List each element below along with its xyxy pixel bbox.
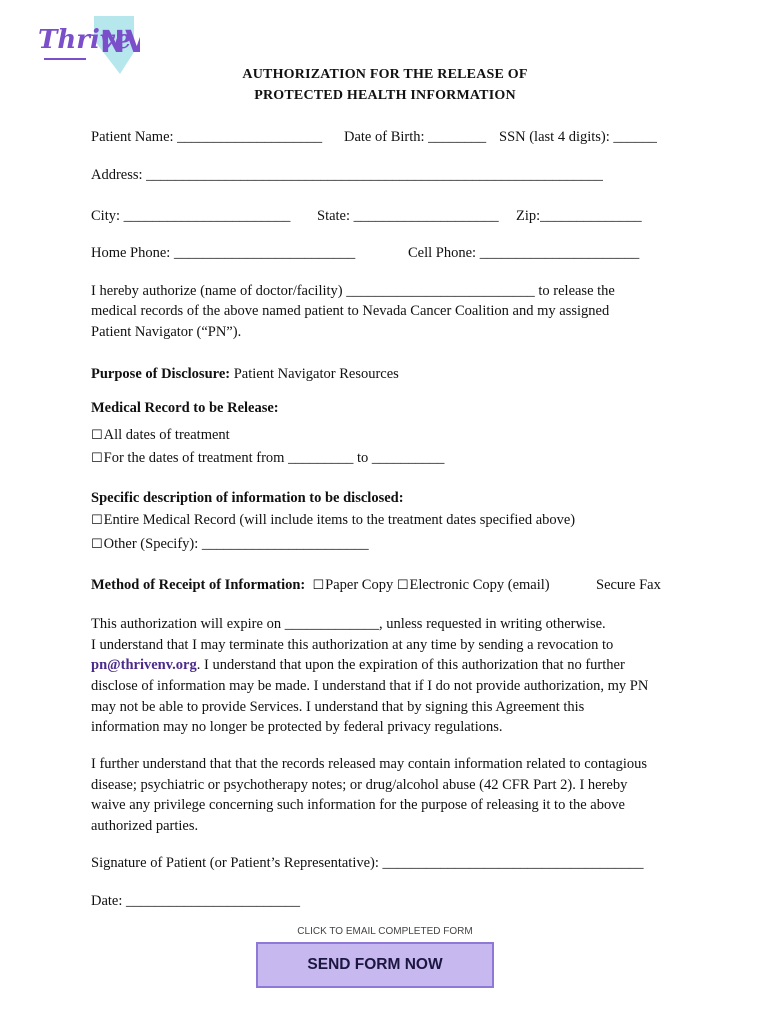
date-range-option[interactable] — [91, 450, 444, 467]
home-phone-field[interactable]: Home Phone: _________________________ — [91, 245, 356, 261]
expire-line5: may not be able to provide Services. I understand that by signing this Agreement this — [91, 699, 585, 715]
ssn-field[interactable]: SSN (last 4 digits): ______ — [499, 129, 657, 145]
authorize-line1: I hereby authorize (name of doctor/facility) __________________________ to release the — [91, 283, 615, 299]
electronic-copy-checkbox[interactable]: ☐ — [396, 578, 409, 593]
date-field[interactable]: Date: ________________________ — [91, 893, 301, 909]
other-option[interactable] — [91, 536, 369, 553]
thrivenv-logo — [36, 12, 140, 74]
authorize-line2: medical records of the above named patient to Nevada Cancer Coalition and my assigned — [91, 303, 610, 319]
zip-field[interactable]: Zip:______________ — [516, 208, 642, 224]
further-line3: waive any privilege concerning such information for the purpose of releasing it to the above — [91, 797, 625, 813]
other-checkbox[interactable]: ☐ — [91, 537, 103, 552]
expire-line4: disclose of information may be made. I understand that if I do not provide authorization, my PN — [91, 678, 649, 694]
purpose-of-disclosure — [91, 366, 399, 383]
thrivenv-logo-graphic — [36, 12, 140, 74]
medical-record-heading: Medical Record to be Release: — [91, 400, 279, 416]
form-title-line2: PROTECTED HEALTH INFORMATION — [254, 88, 516, 103]
specific-description-heading: Specific description of information to be disclosed: — [91, 490, 404, 506]
purpose-value: Patient Navigator Resources — [233, 366, 399, 382]
expire-line6: information may no longer be protected by federal privacy regulations. — [91, 719, 503, 735]
address-field[interactable]: Address: _______________________________________________________________ — [91, 167, 603, 183]
further-line2: disease; psychiatric or psychotherapy notes; or drug/alcohol abuse (42 CFR Part 2). I hereby — [91, 777, 628, 793]
svg-text:NV: NV — [100, 25, 140, 60]
method-label: Method of Receipt of Information: — [91, 577, 306, 593]
email-form-label: CLICK TO EMAIL COMPLETED FORM — [297, 926, 473, 937]
all-dates-checkbox[interactable]: ☐ — [91, 428, 103, 443]
svg-text:Thrive: Thrive — [38, 25, 132, 55]
paper-copy-checkbox[interactable]: ☐ — [312, 578, 325, 593]
city-field[interactable]: City: _______________________ — [91, 208, 291, 224]
form-title-line1: AUTHORIZATION FOR THE RELEASE OF — [242, 67, 528, 82]
method-of-receipt-row — [91, 577, 550, 594]
date-range-checkbox[interactable]: ☐ — [91, 451, 103, 466]
expire-line3 — [91, 657, 625, 674]
expire-line1: This authorization will expire on _____________, unless requested in writing otherwise. — [91, 616, 606, 632]
paper-copy-label: Paper Copy — [325, 577, 394, 593]
authorize-line3: Patient Navigator (“PN”). — [91, 324, 242, 340]
date-of-birth-field[interactable]: Date of Birth: ________ — [344, 129, 487, 145]
secure-fax-label: Secure Fax — [596, 577, 661, 593]
expire-line3-rest: . I understand that upon the expiration of this authorization that no further — [196, 657, 625, 673]
further-line1: I further understand that that the records released may contain information related to contagious — [91, 756, 648, 772]
purpose-label: Purpose of Disclosure: — [91, 366, 231, 382]
other-label: Other (Specify): _______________________ — [103, 536, 369, 552]
all-dates-label: All dates of treatment — [103, 427, 230, 443]
send-form-button[interactable]: SEND FORM NOW — [256, 942, 494, 988]
entire-record-checkbox[interactable]: ☐ — [91, 513, 103, 528]
entire-record-label: Entire Medical Record (will include items to the treatment dates specified above) — [103, 512, 576, 528]
further-line4: authorized parties. — [91, 818, 199, 834]
email-link[interactable]: pn@thrivenv.org — [91, 657, 197, 673]
date-range-label: For the dates of treatment from _________ to __________ — [103, 450, 445, 466]
expire-line2: I understand that I may terminate this authorization at any time by sending a revocation to — [91, 637, 614, 653]
cell-phone-field[interactable]: Cell Phone: ______________________ — [408, 245, 640, 261]
all-dates-option[interactable] — [91, 427, 230, 444]
patient-name-field[interactable]: Patient Name: ____________________ — [91, 129, 323, 145]
state-field[interactable]: State: ____________________ — [317, 208, 499, 224]
signature-field[interactable]: Signature of Patient (or Patient’s Representative): ____________________________________ — [91, 855, 644, 871]
electronic-copy-label: Electronic Copy (email) — [409, 577, 550, 593]
entire-record-option[interactable] — [91, 512, 575, 529]
